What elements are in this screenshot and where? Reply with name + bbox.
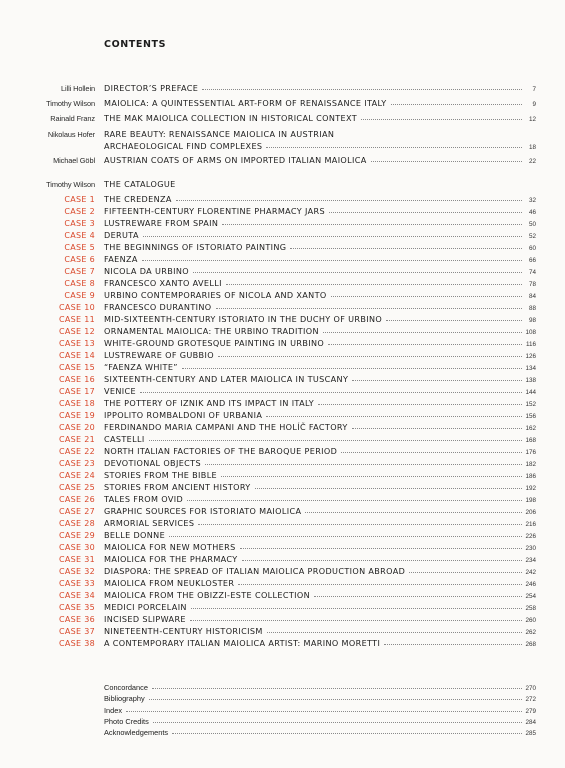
entry-line bbox=[104, 326, 536, 337]
entry-title: NORTH ITALIAN FACTORIES OF THE BAROQUE PERIOD bbox=[104, 445, 338, 456]
dot-leader bbox=[187, 494, 522, 501]
dot-leader bbox=[323, 326, 522, 333]
case-number: CASE 37 bbox=[58, 627, 95, 637]
dot-leader bbox=[149, 434, 522, 441]
case-number: CASE 19 bbox=[58, 410, 95, 420]
dot-leader bbox=[191, 602, 522, 609]
dot-leader bbox=[152, 682, 522, 689]
entry-line bbox=[104, 638, 536, 649]
case-number: CASE 6 bbox=[64, 254, 95, 264]
case-number: CASE 35 bbox=[58, 603, 95, 613]
dot-leader bbox=[153, 716, 522, 723]
dot-leader bbox=[182, 362, 522, 369]
entry-line bbox=[104, 362, 536, 373]
entry-line bbox=[104, 386, 536, 397]
dot-leader bbox=[386, 314, 522, 321]
entry-title: VENICE bbox=[104, 385, 136, 396]
entry-page: 260 bbox=[525, 617, 536, 625]
dot-leader bbox=[242, 554, 522, 561]
entry-title: AUSTRIAN COATS OF ARMS ON IMPORTED ITALIAN MAIOLICA bbox=[104, 155, 367, 165]
entry-title: GRAPHIC SOURCES FOR ISTORIATO MAIOLICA bbox=[104, 506, 302, 517]
entry-title: WHITE-GROUND GROTESQUE PAINTING IN URBINO bbox=[104, 337, 325, 348]
dot-leader bbox=[352, 374, 522, 381]
case-number: CASE 16 bbox=[58, 374, 95, 384]
case-number: CASE 27 bbox=[58, 507, 95, 517]
entry-page: 198 bbox=[525, 497, 536, 504]
case-number: CASE 13 bbox=[58, 338, 95, 348]
entry-page: 258 bbox=[525, 605, 536, 613]
entry-title: DIRECTOR’S PREFACE bbox=[104, 83, 199, 93]
entry-page: 262 bbox=[525, 629, 536, 637]
entry-page: 52 bbox=[528, 232, 536, 240]
case-number: CASE 36 bbox=[58, 615, 95, 625]
dot-leader bbox=[126, 705, 522, 712]
entry-page: 168 bbox=[525, 436, 536, 444]
dot-leader bbox=[238, 578, 522, 585]
entry-page: 226 bbox=[525, 533, 536, 541]
entry-line bbox=[104, 302, 536, 313]
entry-title: THE MAK MAIOLICA COLLECTION IN HISTORICAL CONTEXT bbox=[104, 113, 358, 123]
dot-leader bbox=[240, 542, 522, 549]
dot-leader bbox=[361, 113, 522, 120]
dot-leader bbox=[198, 518, 522, 525]
dot-leader bbox=[391, 98, 522, 105]
entry-page: 98 bbox=[528, 316, 536, 324]
entry-line bbox=[104, 458, 536, 469]
entry-page: 279 bbox=[525, 707, 536, 715]
entry-page: 7 bbox=[532, 86, 536, 93]
entry-title: INCISED SLIPWARE bbox=[104, 614, 186, 625]
entry-title: Index bbox=[104, 705, 123, 715]
entry-title: THE CREDENZA bbox=[104, 193, 172, 204]
dot-leader bbox=[172, 727, 522, 734]
entry-line bbox=[104, 470, 536, 481]
entry-title: THE BEGINNINGS OF ISTORIATO PAINTING bbox=[104, 241, 287, 252]
case-number: CASE 20 bbox=[58, 422, 95, 432]
entry-page: 156 bbox=[525, 412, 536, 420]
case-number: CASE 14 bbox=[58, 350, 95, 360]
backmatter-entry[interactable] bbox=[0, 728, 565, 741]
entry-page: 74 bbox=[528, 268, 536, 276]
entry-page: 254 bbox=[525, 593, 536, 601]
entry-page: 162 bbox=[525, 424, 536, 432]
case-number: CASE 28 bbox=[58, 519, 95, 529]
entry-page: 46 bbox=[528, 208, 536, 216]
dot-leader bbox=[222, 218, 522, 225]
dot-leader bbox=[314, 590, 522, 597]
entry-page: 134 bbox=[525, 364, 536, 372]
entry-page: 242 bbox=[525, 569, 536, 577]
entry-page: 22 bbox=[528, 158, 536, 165]
case-number: CASE 4 bbox=[64, 230, 95, 240]
case-number: CASE 11 bbox=[58, 314, 95, 324]
entry-title: CASTELLI bbox=[104, 433, 145, 444]
entry-page: 78 bbox=[528, 280, 536, 288]
author-name: Rainald Franz bbox=[50, 114, 95, 123]
author-name: Timothy Wilson bbox=[46, 180, 95, 189]
entry-line bbox=[104, 614, 536, 625]
case-number: CASE 30 bbox=[58, 543, 95, 553]
entry-line bbox=[104, 179, 536, 190]
entry-title: Acknowledgements bbox=[104, 728, 169, 738]
dot-leader bbox=[341, 446, 522, 453]
case-number: CASE 38 bbox=[58, 639, 95, 649]
author-name: Michael Göbl bbox=[53, 156, 95, 165]
entry-line bbox=[104, 254, 536, 265]
essay-entry[interactable] bbox=[0, 98, 565, 111]
entry-page: 116 bbox=[525, 340, 536, 348]
dot-leader bbox=[140, 386, 522, 393]
entry-title: A CONTEMPORARY ITALIAN MAIOLICA ARTIST: MARINO MORETTI bbox=[104, 638, 381, 649]
dot-leader bbox=[176, 194, 522, 201]
entry-line bbox=[104, 728, 536, 739]
case-number: CASE 2 bbox=[64, 206, 95, 216]
case-number: CASE 8 bbox=[64, 278, 95, 288]
case-number: CASE 21 bbox=[58, 434, 95, 444]
entry-page: 285 bbox=[525, 730, 536, 738]
dot-leader bbox=[142, 254, 522, 261]
entry-line bbox=[104, 218, 536, 229]
author-name: Timothy Wilson bbox=[46, 99, 95, 108]
entry-title: FERDINANDO MARIA CAMPANI AND THE HOLÍČ FACTORY bbox=[104, 421, 348, 432]
entry-title: MID-SIXTEENTH-CENTURY ISTORIATO IN THE DUCHY OF URBINO bbox=[104, 313, 383, 324]
case-number: CASE 26 bbox=[58, 495, 95, 504]
entry-title: TALES FROM OVID bbox=[104, 494, 184, 504]
entry-page: 126 bbox=[525, 352, 536, 360]
entry-line bbox=[104, 398, 536, 409]
case-number: CASE 31 bbox=[58, 555, 95, 565]
entry-title: NINETEENTH-CENTURY HISTORICISM bbox=[104, 626, 263, 637]
entry-title: FAENZA bbox=[104, 253, 138, 264]
entry-title: DEVOTIONAL OBJECTS bbox=[104, 457, 201, 468]
dot-leader bbox=[255, 482, 522, 489]
dot-leader bbox=[329, 206, 522, 213]
dot-leader bbox=[266, 410, 522, 417]
entry-line bbox=[104, 530, 536, 541]
entry-title: FRANCESCO XANTO AVELLI bbox=[104, 277, 222, 288]
case-number: CASE 24 bbox=[58, 470, 95, 480]
dot-leader bbox=[193, 266, 522, 273]
author-name: Nikolaus Hofer bbox=[47, 130, 95, 139]
entry-title: IPPOLITO ROMBALDONI OF URBANIA bbox=[104, 409, 263, 420]
entry-line bbox=[104, 155, 536, 166]
entry-title: MAIOLICA FROM NEUKLOSTER bbox=[104, 578, 235, 589]
entry-title: “FAENZA WHITE” bbox=[104, 361, 178, 372]
essay-entry[interactable] bbox=[0, 113, 565, 126]
case-number: CASE 23 bbox=[58, 458, 95, 468]
entry-title: Concordance bbox=[104, 683, 148, 692]
entry-title: FIFTEENTH-CENTURY FLORENTINE PHARMACY JARS bbox=[104, 205, 325, 216]
entry-title: LUSTREWARE OF GUBBIO bbox=[104, 349, 214, 360]
entry-title: MAIOLICA FOR NEW MOTHERS bbox=[104, 542, 236, 553]
entry-page: 138 bbox=[525, 376, 536, 384]
entry-title: STORIES FROM THE BIBLE bbox=[104, 469, 218, 480]
entry-line bbox=[104, 422, 536, 433]
entry-title: MAIOLICA FROM THE OBIZZI-ESTE COLLECTION bbox=[104, 590, 311, 601]
entry-line bbox=[104, 242, 536, 253]
case-number: CASE 32 bbox=[58, 567, 95, 577]
entry-line bbox=[104, 410, 536, 421]
dot-leader bbox=[266, 141, 522, 148]
entry-title: THE POTTERY OF IZNIK AND ITS IMPACT IN ITALY bbox=[104, 397, 315, 408]
case-entry[interactable] bbox=[0, 638, 565, 651]
dot-leader bbox=[221, 470, 522, 477]
entry-line bbox=[104, 446, 536, 457]
case-number: CASE 15 bbox=[58, 362, 95, 372]
dot-leader bbox=[143, 230, 522, 237]
entry-line bbox=[104, 482, 536, 493]
dot-leader bbox=[331, 290, 522, 297]
dot-leader bbox=[352, 422, 522, 429]
author-name: Lilli Hollein bbox=[60, 84, 95, 93]
entry-line bbox=[104, 566, 536, 577]
entry-page: 66 bbox=[528, 256, 536, 264]
entry-line bbox=[104, 314, 536, 325]
entry-page: 176 bbox=[525, 448, 536, 456]
entry-line bbox=[104, 554, 536, 565]
case-number: CASE 29 bbox=[58, 531, 95, 541]
case-number: CASE 10 bbox=[58, 302, 95, 312]
entry-line bbox=[104, 83, 536, 94]
entry-page: 60 bbox=[528, 244, 536, 252]
case-number: CASE 5 bbox=[64, 242, 95, 252]
entry-title: RARE BEAUTY: RENAISSANCE MAIOLICA IN AUSTRIAN bbox=[104, 129, 335, 139]
entry-page: 272 bbox=[525, 696, 536, 704]
essay-entry[interactable] bbox=[0, 155, 565, 168]
entry-line bbox=[104, 230, 536, 241]
dot-leader bbox=[384, 638, 522, 645]
entry-page: 88 bbox=[528, 304, 536, 312]
entry-line bbox=[104, 141, 536, 152]
dot-leader bbox=[318, 398, 522, 405]
entry-line bbox=[104, 542, 536, 553]
dot-leader bbox=[202, 83, 522, 90]
entry-page: 32 bbox=[528, 196, 536, 204]
entry-title: NICOLA DA URBINO bbox=[104, 265, 189, 276]
entry-page: 270 bbox=[525, 685, 536, 692]
entry-line bbox=[104, 129, 536, 140]
entry-title: Photo Credits bbox=[104, 716, 149, 726]
case-number: CASE 9 bbox=[64, 290, 95, 300]
entry-title: THE CATALOGUE bbox=[104, 179, 176, 189]
entry-title: ORNAMENTAL MAIOLICA: THE URBINO TRADITION bbox=[104, 325, 319, 336]
entry-page: 12 bbox=[528, 116, 536, 123]
entry-title: LUSTREWARE FROM SPAIN bbox=[104, 217, 219, 228]
entry-title: URBINO CONTEMPORARIES OF NICOLA AND XANTO bbox=[104, 289, 327, 300]
entry-title: BELLE DONNE bbox=[104, 530, 166, 541]
entry-line bbox=[104, 266, 536, 277]
entry-line bbox=[104, 434, 536, 445]
dot-leader bbox=[205, 458, 522, 465]
entry-line bbox=[104, 506, 536, 517]
case-number: CASE 12 bbox=[58, 326, 95, 336]
dot-leader bbox=[149, 693, 522, 700]
entry-line bbox=[104, 602, 536, 613]
dot-leader bbox=[169, 530, 522, 537]
essay-entry[interactable] bbox=[0, 83, 565, 96]
entry-line bbox=[104, 338, 536, 349]
entry-line bbox=[104, 350, 536, 361]
entry-title: DERUTA bbox=[104, 229, 139, 240]
entry-title: FRANCESCO DURANTINO bbox=[104, 301, 212, 312]
entry-page: 182 bbox=[525, 460, 536, 468]
entry-line bbox=[104, 278, 536, 289]
entry-line bbox=[104, 626, 536, 637]
case-number: CASE 33 bbox=[58, 579, 95, 589]
entry-page: 216 bbox=[525, 521, 536, 529]
entry-page: 84 bbox=[528, 292, 536, 300]
entry-line bbox=[104, 518, 536, 529]
dot-leader bbox=[190, 614, 522, 621]
case-number: CASE 17 bbox=[58, 386, 95, 396]
entry-line bbox=[104, 590, 536, 601]
entry-page: 268 bbox=[525, 641, 536, 649]
entry-page: 186 bbox=[525, 472, 536, 480]
entry-page: 192 bbox=[525, 484, 536, 492]
dot-leader bbox=[409, 566, 522, 573]
entry-page: 230 bbox=[525, 545, 536, 553]
entry-title: MEDICI PORCELAIN bbox=[104, 602, 187, 613]
entry-page: 152 bbox=[525, 400, 536, 408]
case-number: CASE 34 bbox=[58, 591, 95, 601]
entry-page: 284 bbox=[525, 718, 536, 726]
dot-leader bbox=[371, 155, 522, 162]
dot-leader bbox=[218, 350, 522, 357]
dot-leader bbox=[305, 506, 522, 513]
entry-line bbox=[104, 290, 536, 301]
dot-leader bbox=[290, 242, 522, 249]
entry-title: ARMORIAL SERVICES bbox=[104, 518, 195, 529]
entry-line bbox=[104, 194, 536, 205]
entry-title: MAIOLICA: A QUINTESSENTIAL ART-FORM OF RENAISSANCE ITALY bbox=[104, 98, 387, 108]
entry-title: SIXTEENTH-CENTURY AND LATER MAIOLICA IN TUSCANY bbox=[104, 373, 349, 384]
entry-page: 144 bbox=[525, 388, 536, 396]
entry-title: MAIOLICA FOR THE PHARMACY bbox=[104, 554, 238, 565]
catalogue-heading[interactable] bbox=[0, 179, 565, 192]
entry-line bbox=[104, 578, 536, 589]
entry-line bbox=[104, 113, 536, 124]
entry-line bbox=[104, 206, 536, 217]
case-number: CASE 7 bbox=[64, 266, 95, 276]
case-number: CASE 22 bbox=[58, 446, 95, 456]
entry-page: 108 bbox=[525, 328, 536, 336]
entry-page: 9 bbox=[532, 101, 536, 108]
case-number: CASE 3 bbox=[64, 218, 95, 228]
entry-title: ARCHAEOLOGICAL FIND COMPLEXES bbox=[104, 141, 263, 151]
case-number: CASE 1 bbox=[64, 194, 95, 204]
entry-line bbox=[104, 98, 536, 109]
entry-page: 50 bbox=[528, 220, 536, 228]
entry-line bbox=[104, 374, 536, 385]
dot-leader bbox=[226, 278, 522, 285]
dot-leader bbox=[267, 626, 522, 633]
entry-page: 246 bbox=[525, 581, 536, 589]
entry-page: 206 bbox=[525, 509, 536, 517]
dot-leader bbox=[216, 302, 523, 309]
case-number: CASE 18 bbox=[58, 398, 95, 408]
contents-heading: CONTENTS bbox=[104, 39, 167, 50]
essay-entry-continued[interactable] bbox=[0, 141, 565, 154]
entry-page: 18 bbox=[528, 144, 536, 151]
entry-page: 234 bbox=[525, 557, 536, 565]
dot-leader bbox=[328, 338, 522, 345]
entry-title: DIASPORA: THE SPREAD OF ITALIAN MAIOLICA PRODUCTION ABROAD bbox=[104, 566, 406, 577]
entry-line bbox=[104, 494, 536, 505]
entry-title: Bibliography bbox=[104, 694, 145, 704]
case-number: CASE 25 bbox=[58, 482, 95, 492]
entry-title: STORIES FROM ANCIENT HISTORY bbox=[104, 481, 251, 492]
